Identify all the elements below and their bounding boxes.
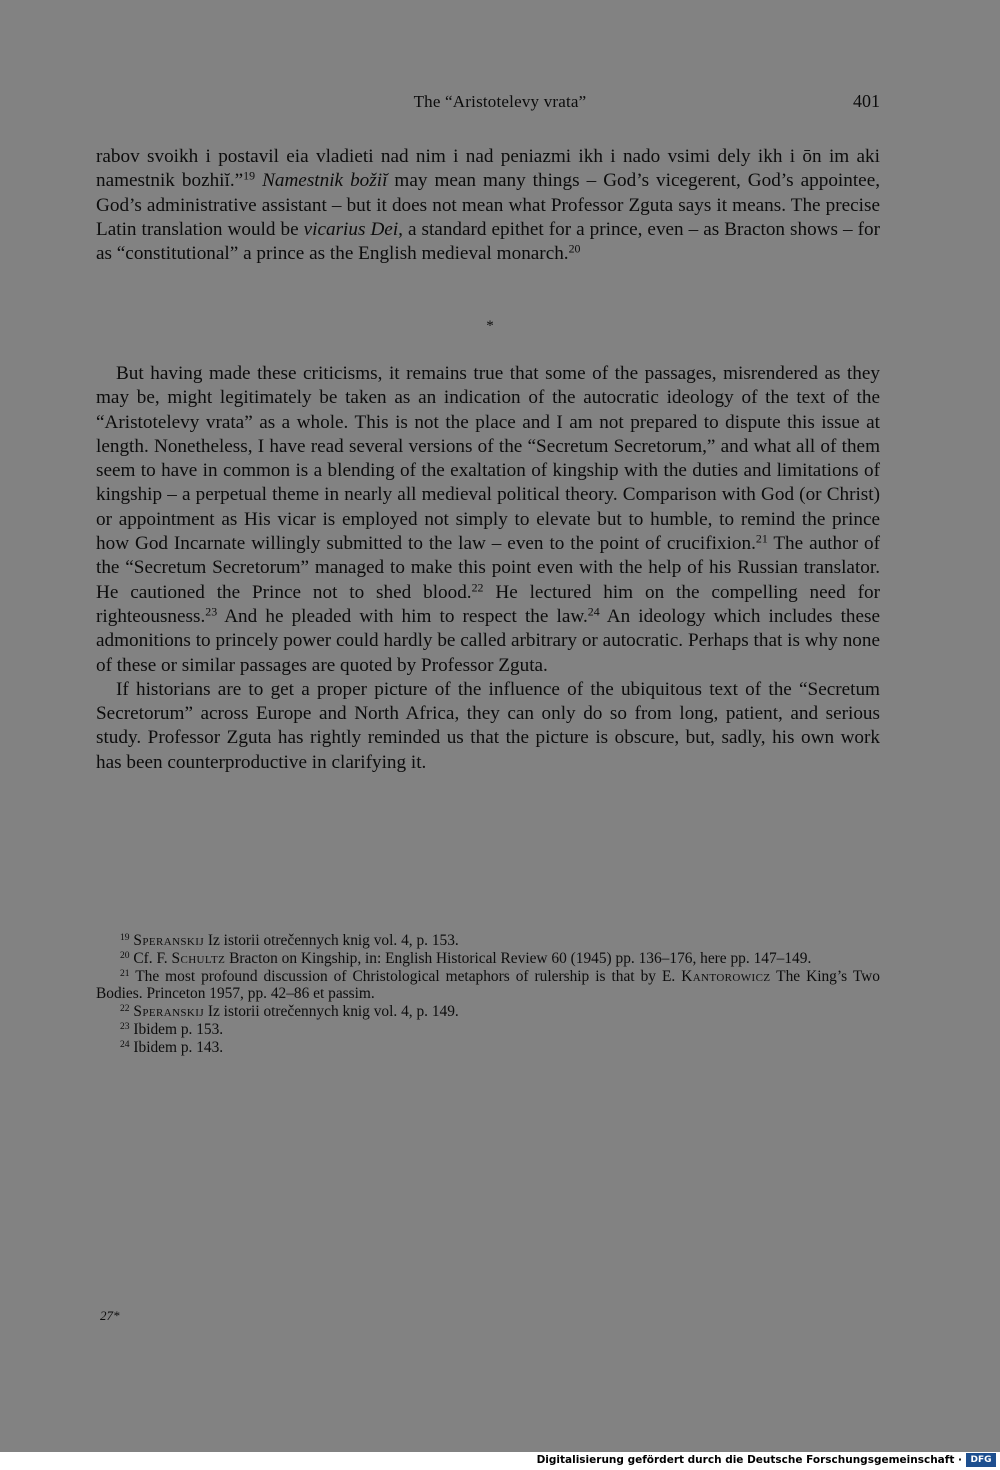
italic-term: Namestnik božiĭ xyxy=(262,170,388,192)
footnote-23 xyxy=(96,1021,880,1039)
footnote-number: 23 xyxy=(120,1020,130,1032)
text-run: And he pleaded with him to respect the law. xyxy=(217,605,588,627)
text-run: may mean many things – God’s vicegerent, God’s appointee, God’s administrative assistant – but it does not mean what Professor Zguta says it means. The precise Latin translation would be xyxy=(96,170,881,240)
footnote-21 xyxy=(96,968,880,1004)
text-run: The author of the “Secretum Secretorum” managed to make this point even with the help of his Russian translator. He cautioned the Prince not to shed blood. xyxy=(96,533,880,603)
text-run: If historians are to get a proper picture of the influence of the ubiquitous text of the “Secretum Secretorum” across Europe and North Africa, they can only do so from long, patient, and serious study. Professor Zguta has rightly reminded us that the picture is obscure, but, sadly, his own work has been counterproductive in clarifying it. xyxy=(96,678,880,773)
footnote-text: Iz istorii otrečennych knig vol. 4, p. 149. xyxy=(204,1003,459,1021)
running-header-title: The “Aristotelevy vrata” xyxy=(413,92,587,111)
footnote-author: Schultz xyxy=(171,949,226,967)
footnote-text: The King’s Two Bodies. Princeton 1957, pp. 42–86 et passim. xyxy=(96,967,880,1003)
paragraph xyxy=(96,678,880,775)
footnote-24 xyxy=(96,1039,880,1057)
footnote-ref-20[interactable]: 20 xyxy=(568,241,581,256)
text-run: An ideology which includes these admonitions to princely power could hardly be called arbitrary or autocratic. Perhaps that is why none of these or similar passages are quoted by Professor Zguta. xyxy=(96,605,880,676)
funding-credit[interactable]: Digitalisierung gefördert durch die Deutsche Forschungsgemeinschaft · xyxy=(536,1454,962,1466)
footnote-text: Iz istorii otrečennych knig vol. 4, p. 153. xyxy=(204,932,459,949)
footnote-number: 21 xyxy=(120,967,130,979)
footnote-text: Ibidem p. 153. xyxy=(133,1020,224,1038)
paragraph-continuation xyxy=(96,145,880,266)
footnote-ref-21[interactable]: 21 xyxy=(755,531,768,546)
footnote-ref-24[interactable]: 24 xyxy=(587,604,600,619)
text-run: a standard epithet for a prince, even – as Bracton shows – for as “constitutional” a prince as the English medieval monarch. xyxy=(96,218,880,265)
main-text xyxy=(96,362,880,775)
footnote-20 xyxy=(96,950,880,968)
footnote-19 xyxy=(96,932,880,950)
footnote-ref-23[interactable]: 23 xyxy=(205,604,218,619)
footnote-text: The most profound discussion of Christological metaphors of rulership is that by E. xyxy=(135,967,682,985)
footnote-number: 22 xyxy=(120,1002,130,1014)
italic-term: vicarius Dei, xyxy=(303,218,403,240)
footnote-author: Kantorowicz xyxy=(681,967,771,985)
sheet-signature-mark: 27* xyxy=(100,1308,120,1323)
section-separator: * xyxy=(486,318,494,334)
text-run: But having made these criticisms, it remains true that some of the passages, misrendered as they may be, might legitimately be taken as an indication of the autocratic ideology of the text of the “Aristotelevy vrata” as a whole. This is not the place and I am not prepared to dispute this issue at length. Nonetheless, I have read several versions of the “Secretum Secretorum,” and what all of them seem to have in common is a blending of the exaltation of kingship with the duties and limitations of kingship – a perpetual theme in nearly all medieval political theory. Comparison with God (or Christ) or appointment as His vicar is employed not simply to elevate but to humble, to remind the prince how God Incarnate willingly submitted to the law – even to the point of crucifixion. xyxy=(96,363,880,555)
text-run xyxy=(255,170,262,191)
footnote-author: Speranskij xyxy=(133,932,205,949)
paragraph xyxy=(96,362,880,678)
footnote-number: 24 xyxy=(120,1038,130,1050)
footnote-ref-22[interactable]: 22 xyxy=(471,580,484,595)
dfg-logo-icon[interactable]: DFG xyxy=(966,1453,996,1467)
footnote-author: Speranskij xyxy=(133,1003,205,1021)
text-run: rabov svoikh i postavil eia vladieti nad nim i nad peniazmi ikh i nado vsimi dely ikh i ōn im aki namestnik bozhiĭ.” xyxy=(96,146,880,192)
footnote-text: Bracton on Kingship, in: English Historical Review 60 (1945) pp. 136–176, here pp. 147–149. xyxy=(225,949,812,967)
footnotes xyxy=(96,932,880,1057)
footnote-text: Ibidem p. 143. xyxy=(133,1038,224,1056)
footnote-number: 19 xyxy=(120,931,130,943)
footnote-22 xyxy=(96,1003,880,1021)
text-run: He lectured him on the compelling need for righteousness. xyxy=(96,581,880,627)
footnote-text: Cf. F. xyxy=(133,949,172,967)
footnote-number: 20 xyxy=(120,949,130,961)
page-number: 401 xyxy=(853,91,880,111)
footnote-ref-19[interactable]: 19 xyxy=(243,168,256,183)
